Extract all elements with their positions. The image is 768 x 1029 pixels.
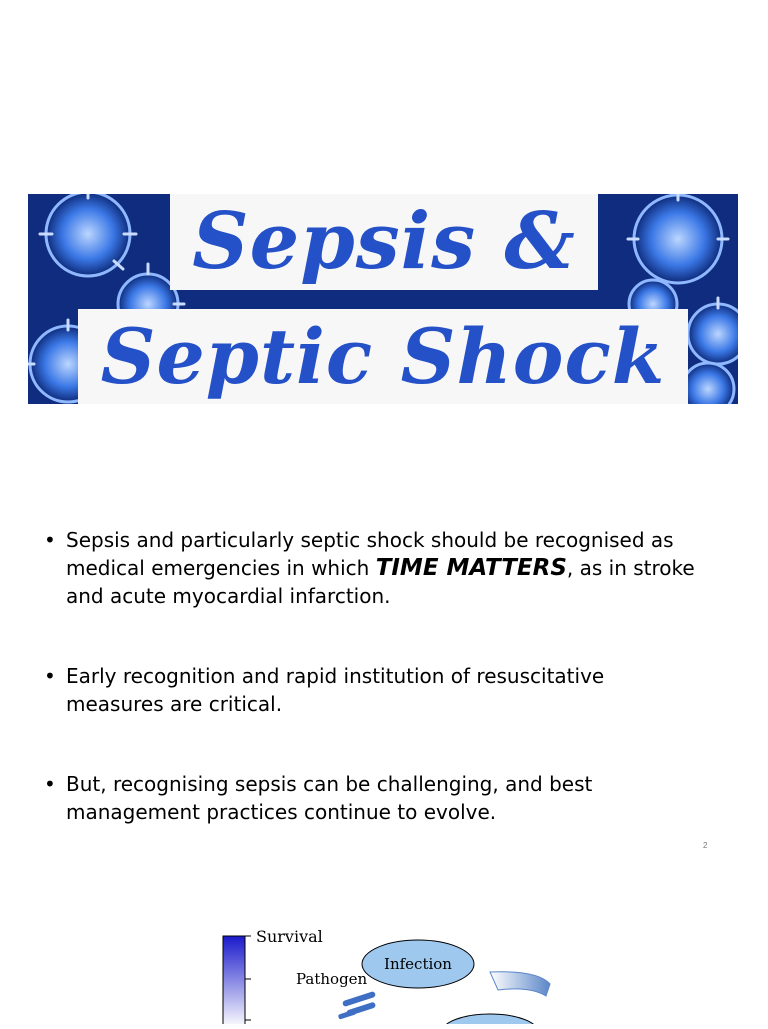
survival-label: Survival xyxy=(256,927,323,946)
bullet-item-early-recognition xyxy=(42,662,702,718)
bullet-text: Sepsis and particularly septic shock should be recognised as medical emergencies in which xyxy=(66,528,674,580)
emphasis-time-matters: TIME MATTERS xyxy=(375,555,567,581)
sepsis-diagram xyxy=(220,924,560,1024)
next-node xyxy=(442,1014,538,1024)
title-banner xyxy=(28,194,738,404)
pathogen-icon xyxy=(338,991,376,1020)
pathogen-label: Pathogen xyxy=(296,970,368,988)
page-number: 2 xyxy=(703,841,708,850)
bullet-text: Early recognition and rapid institution of resuscitative measures are critical. xyxy=(66,664,605,716)
bullet-list xyxy=(42,526,702,878)
diagram-svg xyxy=(220,924,560,1024)
banner-title-line1: Sepsis & xyxy=(170,194,598,290)
bullet-text: But, recognising sepsis can be challenging, and best management practices continue to evolve. xyxy=(66,772,593,824)
banner-title-line2: Septic Shock xyxy=(78,309,688,404)
arrow-icon xyxy=(490,972,550,996)
bullet-text-after: , as in stroke and acute myocardial infarction. xyxy=(66,556,695,608)
bullet-item-time-matters xyxy=(42,526,702,610)
survival-gradient-bar xyxy=(223,936,245,1024)
bullet-item-challenging xyxy=(42,770,702,826)
infection-label: Infection xyxy=(384,955,452,973)
